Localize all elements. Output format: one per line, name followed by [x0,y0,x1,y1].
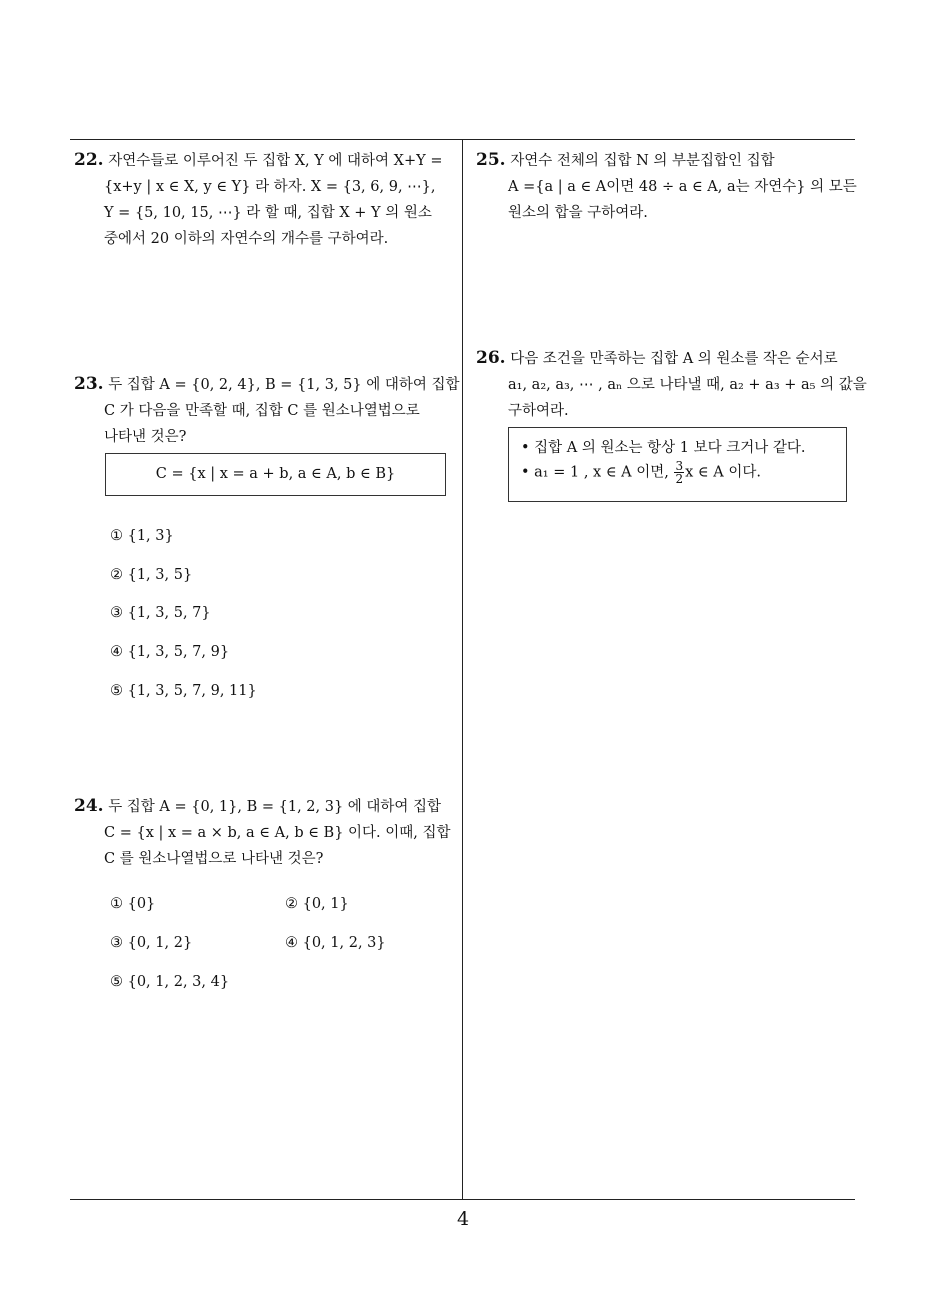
condition-bullet: • a₁ = 1 , x ∈ A 이면, $\frac{3}{2}$ x ∈ A 이다. [521,459,761,486]
question-text-line: 다음 조건을 만족하는 집합 A 의 원소를 작은 순서로 [510,351,838,367]
choice-4[interactable]: ④ {0, 1, 2, 3} [285,935,386,951]
question-text-line: a₁, a₂, a₃, ⋯ , aₙ 으로 나타낼 때, a₂ + a₃ + a₅ 의 값을 [508,377,867,393]
question-26 [476,345,867,424]
question-24 [74,793,456,872]
choice-4[interactable]: ④ {1, 3, 5, 7, 9} [110,644,230,660]
question-22 [74,147,456,252]
choice-5[interactable]: ⑤ {1, 3, 5, 7, 9, 11} [110,683,257,699]
condition-box [105,453,446,496]
condition-bullet: • 집합 A 의 원소는 항상 1 보다 크거나 같다. [521,440,806,456]
question-text-line: 나타낸 것은? [104,429,187,445]
question-text-line: 중에서 20 이하의 자연수의 개수를 구하여라. [104,231,389,247]
condition-text: C = {x | x = a + b, a ∈ A, b ∈ B} [155,466,396,482]
question-text-line: 자연수 전체의 집합 N 의 부분집합인 집합 [510,153,775,169]
question-number: 25. [476,150,506,170]
page-number: 4 [456,1208,470,1230]
question-number: 23. [74,374,104,394]
question-number: 22. [74,150,104,170]
condition-box [508,427,847,502]
question-text-line: 두 집합 A = {0, 1}, B = {1, 2, 3} 에 대하여 집합 [108,799,442,815]
question-23 [74,371,460,450]
question-text-line: {x+y | x ∈ X, y ∈ Y} 라 하자. X = {3, 6, 9, ⋯}, [104,179,436,195]
choice-2[interactable]: ② {1, 3, 5} [110,567,193,583]
choice-1[interactable]: ① {0} [110,896,156,912]
choice-2[interactable]: ② {0, 1} [285,896,349,912]
choice-3[interactable]: ③ {1, 3, 5, 7} [110,605,211,621]
fraction: $\frac{3}{2}$ [675,459,684,486]
question-text-line: Y = {5, 10, 15, ⋯} 라 할 때, 집합 X + Y 의 원소 [104,205,432,221]
question-text-line: C 를 원소나열법으로 나타낸 것은? [104,851,324,867]
choice-3[interactable]: ③ {0, 1, 2} [110,935,193,951]
choice-1[interactable]: ① {1, 3} [110,528,174,544]
question-text-line: C 가 다음을 만족할 때, 집합 C 를 원소나열법으로 [104,403,420,419]
question-text-line: 두 집합 A = {0, 2, 4}, B = {1, 3, 5} 에 대하여 집합 [108,377,460,393]
question-text-line: 원소의 합을 구하여라. [508,205,648,221]
question-text-line: A ={a | a ∈ A이면 48 ÷ a ∈ A, a는 자연수} 의 모든 [508,179,857,195]
choice-5[interactable]: ⑤ {0, 1, 2, 3, 4} [110,974,230,990]
question-text-line: C = {x | x = a × b, a ∈ A, b ∈ B} 이다. 이때, 집합 [104,825,451,841]
question-text-line: 구하여라. [508,403,569,419]
bottom-rule [70,1199,855,1200]
question-number: 24. [74,796,104,816]
question-25 [476,147,860,226]
question-number: 26. [476,348,506,368]
column-divider [462,139,463,1200]
question-text-line: 자연수들로 이루어진 두 집합 X, Y 에 대하여 X+Y = [108,153,443,169]
